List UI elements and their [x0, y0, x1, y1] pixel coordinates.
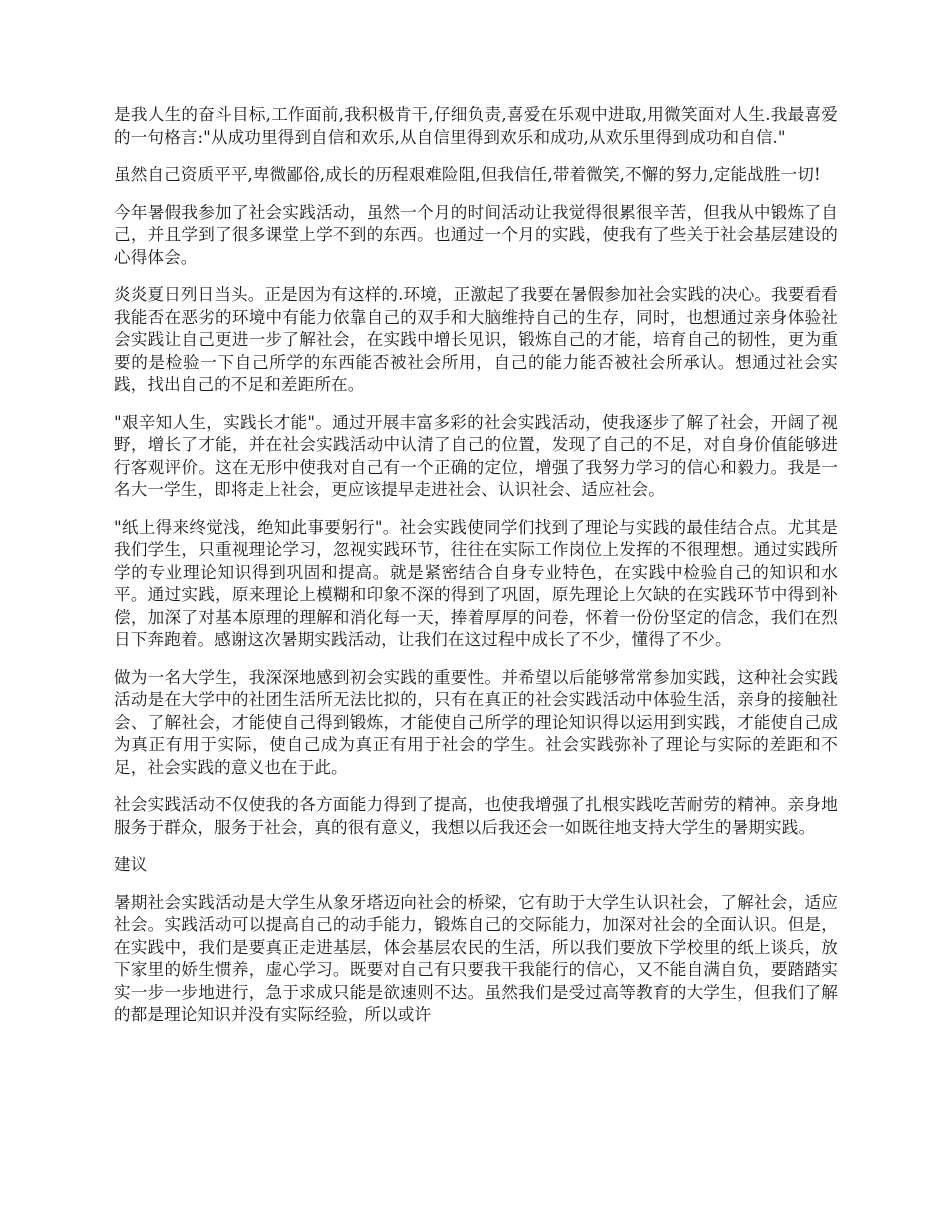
paragraph-motto: 是我人生的奋斗目标,工作面前,我积极肯干,仔细负责,喜爱在乐观中进取,用微笑面对人生.我最喜爱的一句格言:"从成功里得到自信和欢乐,从自信里得到欢乐和成功,从欢乐里得到成功和自信.": [114, 105, 838, 147]
paragraph-importance: 做为一名大学生，我深深地感到初会实践的重要性。并希望以后能够常常参加实践，这种社会实践活动是在大学中的社团生活所无法比拟的，只有在真正的社会实践活动中体验生活，亲身的接触社会、了解社会，才能使自己得到锻炼，才能使自己所学的理论知识得以运用到实践，才能使自己成为真正有用于实际，使自己成为真正有用于社会的学生。社会实践弥补了理论与实际的差距和不足，社会实践的意义也在于此。: [114, 667, 838, 777]
paragraph-abilities: 社会实践活动不仅使我的各方面能力得到了提高，也使我增强了扎根实践吃苦耐劳的精神。亲身地服务于群众，服务于社会，真的很有意义，我想以后我还会一如既往地支持大学生的暑期实践。: [114, 795, 838, 837]
document-body: [114, 104, 838, 1042]
paragraph-determination: 炎炎夏日列日当头。正是因为有这样的.环境，正激起了我要在暑假参加社会实践的决心。我要看看我能否在恶劣的环境中有能力依靠自己的双手和大脑维持自己的生存，同时，也想通过亲身体验社会实践让自己更进一步了解社会，在实践中增长见识，锻炼自己的才能，培育自己的韧性，更为重要的是检验一下自己所学的东西能否被社会所用，自己的能力能否被社会所承认。想通过社会实践，找出自己的不足和差距所在。: [114, 285, 838, 394]
section-heading-suggestions: 建议: [114, 855, 148, 874]
paragraph-suggestions: 暑期社会实践活动是大学生从象牙塔迈向社会的桥梁，它有助于大学生认识社会，了解社会，适应社会。实践活动可以提高自己的动手能力，锻炼自己的交际能力，加深对社会的全面认识。但是，在实践中，我们是要真正走进基层，体会基层农民的生活，所以我们要放下学校里的纸上谈兵，放下家里的娇生惯养，虚心学习。既要对自己有只要我干我能行的信心，又不能自满自负，要踏踏实实一步一步地进行，急于求成只能是欲速则不达。虽然我们是受过高等教育的大学生，但我们了解的都是理论知识并没有实际经验，所以或许: [114, 892, 838, 1024]
paragraph-confidence: 虽然自己资质平平,卑微鄙俗,成长的历程艰难险阻,但我信任,带着微笑,不懈的努力,定能战胜一切!: [114, 165, 821, 184]
paragraph-hardship: "艰辛知人生，实践长才能"。通过开展丰富多彩的社会实践活动，使我逐步了解了社会，开阔了视野，增长了才能，并在社会实践活动中认清了自己的位置，发现了自己的不足，对自身价值能够进行客观评价。这在无形中使我对自己有一个正确的定位，增强了我努力学习的信心和毅力。我是一名大一学生，即将走上社会，更应该提早走进社会、认识社会、适应社会。: [114, 412, 838, 499]
paragraph-theory-practice: "纸上得来终觉浅，绝知此事要躬行"。社会实践使同学们找到了理论与实践的最佳结合点。尤其是我们学生，只重视理论学习，忽视实践环节，往往在实际工作岗位上发挥的不很理想。通过实践所学的专业理论知识得到巩固和提高。就是紧密结合自身专业特色，在实践中检验自己的知识和水平。通过实践，原来理论上模糊和印象不深的得到了巩固，原先理论上欠缺的在实践环节中得到补偿，加深了对基本原理的理解和消化每一天，捧着厚厚的问卷，怀着一份份坚定的信念，我们在烈日下奔跑着。感谢这次暑期实践活动，让我们在这过程中成长了不少，懂得了不少。: [114, 517, 838, 649]
paragraph-summer-practice: 今年暑假我参加了社会实践活动，虽然一个月的时间活动让我觉得很累很辛苦，但我从中锻炼了自己，并且学到了很多课堂上学不到的东西。也通过一个月的实践，使我有了些关于社会基层建设的心得体会。: [114, 202, 838, 267]
